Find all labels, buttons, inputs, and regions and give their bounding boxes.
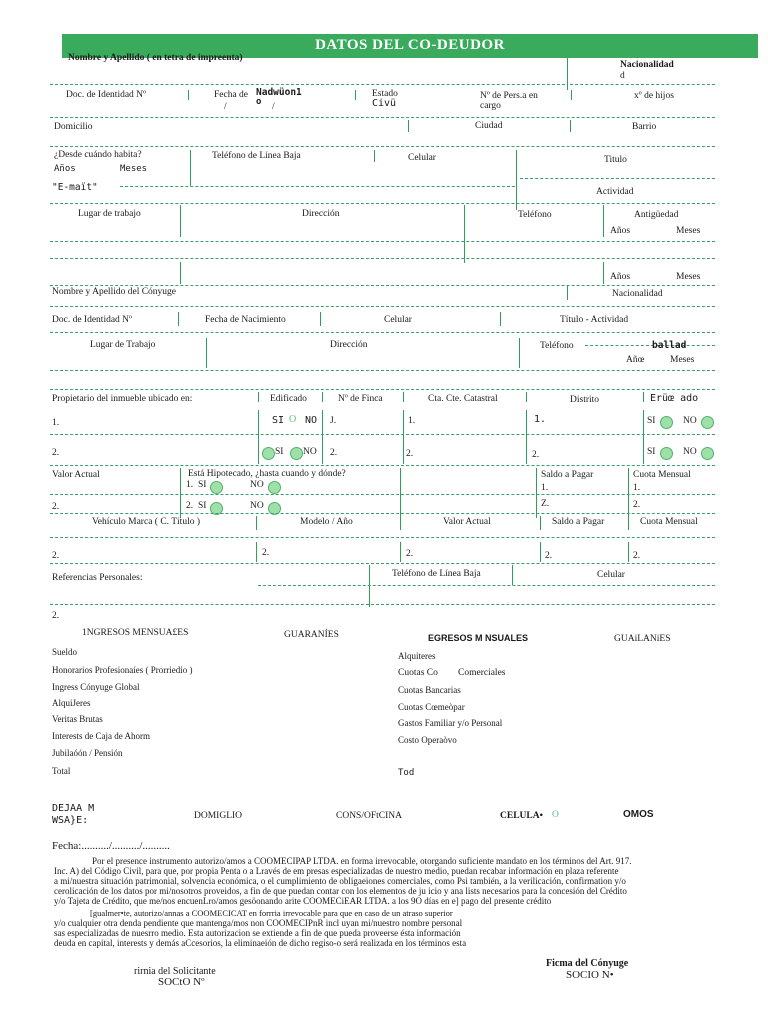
conyuge-direccion-label: Dirección xyxy=(330,340,368,350)
divider xyxy=(628,468,629,518)
egreso-item: Costo Operaòvo xyxy=(398,735,457,745)
propietario-label: Propietario del inmueble ubicado en: xyxy=(52,394,193,404)
no-label: NO xyxy=(250,480,264,490)
divider xyxy=(355,90,356,100)
ingresos-guaranies: GUARANÍES xyxy=(284,630,339,640)
row-j: J. xyxy=(330,416,337,426)
nhijos-label: xº de hijos xyxy=(634,91,674,101)
divider xyxy=(322,440,323,464)
divider xyxy=(403,392,404,402)
auth-para-line: cerolicación de los datos por mi/nosotros proveidos, a fin de que puedan contar con los elementos de ju icio y ana lists necesarios para la concesión del Crédito xyxy=(54,886,627,896)
divider xyxy=(190,150,191,186)
omos-label: OMOS xyxy=(623,809,654,820)
divider xyxy=(258,440,259,464)
lugar-trabajo-label: Lugar de trabajo xyxy=(78,209,141,219)
divider xyxy=(526,392,527,402)
auth-para-line: sas especializadas de nuesrro medio. Esta autorizacion se extiende a fin de que pueda proveerse ésta información xyxy=(54,928,461,938)
si-label: SI xyxy=(198,480,207,490)
egreso-item: Gastos Familiar y/o Personal xyxy=(398,718,503,728)
row-c: 2. xyxy=(406,449,414,459)
conyuge-anos: Añœ xyxy=(626,355,645,365)
field-line[interactable] xyxy=(50,117,715,118)
si-label: SI xyxy=(275,447,284,457)
egreso-item: Cuotas Bancarias xyxy=(398,685,461,695)
divider xyxy=(628,542,629,562)
divider xyxy=(188,90,189,100)
fecha-value2: o xyxy=(256,97,262,107)
ref-num: 2. xyxy=(52,611,60,621)
vehiculo-saldo-label: Saldo a Pagar xyxy=(552,517,605,527)
no-label: NO xyxy=(683,416,697,426)
vehiculo-valor-label: Valor Actual xyxy=(443,517,491,527)
dejaa-label: DEJAA M xyxy=(52,803,95,814)
ingreso-item: Sueldo xyxy=(52,647,78,657)
ref-tel-label: Teléfono de Línea Baja xyxy=(392,569,481,579)
row-d: 2. xyxy=(532,450,540,460)
vehiculo-modelo-label: Modelo / Año xyxy=(300,517,353,527)
field-line[interactable] xyxy=(570,84,715,85)
nacionalidad-label: Nacionalidad xyxy=(620,60,674,70)
v-num: 2. xyxy=(545,551,553,561)
field-line[interactable] xyxy=(50,389,715,390)
wsa-label: WSA}E: xyxy=(52,815,89,826)
divider xyxy=(526,410,527,440)
si-label: SI xyxy=(647,416,656,426)
divider xyxy=(258,392,259,402)
si-label: SI xyxy=(198,501,207,511)
celula-o: O xyxy=(552,810,559,820)
meses-label: Meses xyxy=(676,272,701,282)
divider xyxy=(403,410,404,440)
fecha-line[interactable]: Fecha:........../........../.......... xyxy=(52,840,170,852)
divider xyxy=(374,150,375,162)
conyuge-celular-label: Celular xyxy=(384,315,412,325)
ingreso-item: Honorarios Profesionaíes ( Prorriedio ) xyxy=(52,665,193,675)
divider xyxy=(540,542,541,562)
field-line[interactable] xyxy=(50,146,715,147)
socio-label: SOCIO N• xyxy=(566,969,614,981)
ingreso-item: Jubilaóón / Pensión xyxy=(52,748,123,758)
egreso-item: Alquiteres xyxy=(398,651,436,661)
doc-label: Doc. de Identidad Nº xyxy=(66,90,146,100)
vehiculo-cuota-label: Cuota Mensual xyxy=(640,517,698,527)
field-line[interactable] xyxy=(50,604,715,605)
row-c: 1. xyxy=(534,414,547,425)
radio-si[interactable] xyxy=(660,447,673,460)
divider xyxy=(536,468,537,518)
divider xyxy=(643,410,644,440)
field-line[interactable] xyxy=(50,494,715,495)
domicilio-label: Domicilio xyxy=(54,122,93,132)
divider xyxy=(180,468,181,518)
npers-label2: cargo xyxy=(480,101,501,111)
radio-no[interactable] xyxy=(290,447,303,460)
ingresos-title: 1NGRESOS MENSUA£ES xyxy=(82,628,189,638)
anos-label: Años xyxy=(54,164,76,174)
divider xyxy=(256,542,257,562)
divider xyxy=(500,312,501,326)
finca-label: Nº de Finca xyxy=(338,394,383,404)
field-line[interactable] xyxy=(50,84,565,85)
divider xyxy=(603,205,604,237)
divider xyxy=(570,120,571,132)
conyuge-titulo-label: Título - Actividad xyxy=(560,315,629,325)
auth-para-line: y/o cualquier otra denda pendiente que mantenga/mos non COOMECIPnR incl uyan mi/nuestro nombre personal xyxy=(54,918,463,928)
egresos-title: EGRESOS M NSUALES xyxy=(428,633,529,643)
divider xyxy=(464,205,465,263)
radio-si[interactable] xyxy=(262,447,275,460)
divider xyxy=(258,410,259,440)
edificado-label: Edificado xyxy=(270,394,307,404)
divider xyxy=(512,565,513,585)
field-line[interactable] xyxy=(585,345,715,346)
divider xyxy=(540,516,541,530)
divider xyxy=(320,312,321,326)
divider xyxy=(322,410,323,440)
v-num: 2. xyxy=(262,548,270,558)
nacionalidad-extra: d xyxy=(620,71,625,81)
divider xyxy=(571,90,572,100)
anos-label: Años xyxy=(610,226,631,236)
s-num: Z. xyxy=(541,499,550,509)
page-title: DATOS DEL CO-DEUDOR xyxy=(315,37,505,53)
egresos-guaranies: GUAiLANiES xyxy=(614,634,671,644)
row-num: 1. xyxy=(52,418,60,428)
no-label: NO xyxy=(303,447,317,457)
celula-label: CELULA• xyxy=(500,811,543,821)
conyuge-doc-label: Doc. de Identidad Nº xyxy=(52,315,132,325)
cons-label: CONS/OFtCINA xyxy=(336,811,402,821)
field-line[interactable] xyxy=(50,434,715,435)
v-num: 2. xyxy=(406,549,414,559)
meses-label: Meses xyxy=(120,164,148,174)
direccion-label: Dirección xyxy=(302,209,340,219)
divider xyxy=(643,440,644,464)
estado-label: Estado xyxy=(372,89,398,99)
egreso-comerciales: Comerciales xyxy=(458,668,506,678)
ref-celular-label: Celular xyxy=(597,570,625,580)
row-b: 2. xyxy=(330,448,338,458)
conyuge-telefono-label: Teléfono xyxy=(540,341,574,351)
no-label: NO xyxy=(305,415,318,426)
field-line[interactable] xyxy=(50,203,715,204)
conyuge-nombre-label: Nombre y Apellido del Cónyuge xyxy=(52,287,177,297)
divider xyxy=(567,286,568,300)
no-label: NO xyxy=(683,447,697,457)
divider xyxy=(400,468,401,518)
anos-label: Años xyxy=(610,272,631,282)
distrito-label: Distrito xyxy=(570,395,600,405)
divider xyxy=(408,120,409,132)
domiglio-label: DOMIGLIO xyxy=(194,811,243,821)
egreso-item: Tod xyxy=(398,768,415,778)
divider xyxy=(567,58,568,90)
referencias-label: Referencias Personales: xyxy=(52,573,143,583)
email-label: "E-maït" xyxy=(52,182,98,193)
fecha-slash: / xyxy=(272,102,275,112)
ingreso-item: Veritas Brutas xyxy=(52,714,103,724)
auth-para-line: y/o Tajeta de Crédito, que me/nos encuenLro/amos gesöonando arite COOMECiEAR LTDA. a los 9O días en e] pago del presente crédito xyxy=(54,896,552,906)
conyuge-meses: Meses xyxy=(670,355,695,365)
antiguedad-label: Antigüedad xyxy=(634,210,679,220)
field-line[interactable] xyxy=(50,563,715,564)
v-num: 2. xyxy=(52,502,60,512)
cta-label: Cta. Cte. Catastral xyxy=(428,394,498,404)
actividad-label: Actividad xyxy=(596,187,634,197)
divider xyxy=(400,542,401,562)
auth-para-line: Por el presence instrumento autorizo/amos a COOMECIPAP LTDA. en forma irrevocable, otorgando suficiente mandato en los términos del Art. 917. xyxy=(92,856,632,866)
auth-para-line: a mi/nuestra situación patrimonial, solvencia económica, o el cumplimiento de obligaeiones comerciales, como Psi también, a la verilicación, confirmation y/o xyxy=(54,876,626,886)
egreso-item: Cuotas Cœmeòpar xyxy=(398,702,465,712)
auth-para-line: Inc. A) del Código Civil, para que, por propia Penta o a Lravés de em presas especializadas de nuestro medio, puedan recabar información en plaza referente xyxy=(54,866,619,876)
socio-label: SOCtO Nº xyxy=(158,976,205,988)
field-line[interactable] xyxy=(50,537,715,538)
radio-no[interactable] xyxy=(701,447,714,460)
ingreso-item: Ingress Cónyuge Global xyxy=(52,682,140,692)
si-label: SI xyxy=(272,415,285,426)
field-line[interactable] xyxy=(50,285,715,286)
c-num: 1. xyxy=(633,483,641,493)
row-num: 2. xyxy=(52,448,60,458)
divider xyxy=(206,338,207,368)
field-line[interactable] xyxy=(258,585,715,586)
divider xyxy=(519,338,520,368)
divider xyxy=(180,205,181,237)
field-line[interactable] xyxy=(50,258,715,259)
conyuge-nacionalidad-label: Nacionalidad xyxy=(612,289,663,299)
h-num: 1. xyxy=(186,480,194,490)
ciudad-label: Ciudad xyxy=(475,121,503,131)
divider xyxy=(322,392,323,402)
field-line[interactable] xyxy=(50,241,715,242)
radio-no[interactable] xyxy=(701,416,714,429)
valor-label: Valor Actual xyxy=(52,470,100,480)
auth-para-line: [gualmer•te, autorizo/annas a COOMECICAT en forrria irrevocable para que en caso de un atraso superior xyxy=(90,908,453,918)
divider xyxy=(628,516,629,530)
celular-label: Celular xyxy=(408,153,436,163)
ingreso-item: Total xyxy=(52,766,71,776)
conyuge-lugar-label: Lugar de Trabajo xyxy=(90,340,156,350)
v-num: 2. xyxy=(633,551,641,561)
h-num: 2. xyxy=(186,501,194,511)
field-line[interactable] xyxy=(50,370,715,371)
auth-para-line: deuda en capital, interests y demás aCcesorios, la eliminaeión de dicho regiso-o será realizada en los términos esta xyxy=(54,938,467,948)
firma-solicitante-label: rirnia del Solicitante xyxy=(134,966,216,977)
divider xyxy=(643,392,644,402)
field-line[interactable] xyxy=(50,306,715,307)
barrio-label: Barrio xyxy=(632,122,657,132)
desde-label: ¿Desde cuándo habita? xyxy=(54,150,142,160)
cuota-label: Cuota Mensual xyxy=(633,470,691,480)
saldo-label: Saldo a Pagar xyxy=(541,470,594,480)
vehiculo-marca-label: Vehículo Marca ( C. Título ) xyxy=(92,517,200,527)
radio-si[interactable] xyxy=(210,481,223,494)
fecha-value: Nadwüon1 xyxy=(256,87,302,98)
conyuge-fecha-label: Fecha de Nacimiento xyxy=(205,315,286,325)
divider xyxy=(256,516,257,530)
estado-value: Civü xyxy=(372,98,397,109)
divider xyxy=(516,150,517,210)
si-label: SI xyxy=(647,447,656,457)
titulo-label: Titulo xyxy=(604,155,627,165)
radio-circle[interactable]: O xyxy=(289,414,297,425)
divider xyxy=(178,312,179,326)
divider xyxy=(403,440,404,464)
v-num: 2. xyxy=(52,551,60,561)
divider xyxy=(369,565,370,607)
c-num: 2. xyxy=(633,500,641,510)
s-num: 1. xyxy=(541,483,549,493)
nombre-label: Nombre y Apellido ( en tetra de impreenta) xyxy=(68,53,243,63)
hipotecado-label: Está Hipotecado, ¿hasta cuando y dónde? xyxy=(188,469,346,479)
ingreso-item: AlquiJeres xyxy=(52,698,91,708)
radio-si[interactable] xyxy=(660,416,673,429)
firma-conyuge-label: Ficma del Cónyuge xyxy=(546,958,629,969)
divider xyxy=(400,516,401,530)
telefono-label: Teléfono xyxy=(518,210,552,220)
divider xyxy=(526,440,527,464)
conyuge-ballad: ballad xyxy=(652,340,687,351)
eruc-label: Erüœ ado xyxy=(650,393,699,404)
ingreso-item: Interests de Caja de Ahorm xyxy=(52,731,150,741)
fecha-slash: / xyxy=(224,102,227,112)
field-line[interactable] xyxy=(50,513,715,514)
field-line[interactable] xyxy=(120,186,515,187)
egreso-item: Cuotas Co xyxy=(398,668,438,678)
fecha-label: Fecha de xyxy=(214,90,249,100)
row-b: 1. xyxy=(408,416,416,426)
field-line[interactable] xyxy=(520,178,715,179)
radio-no[interactable] xyxy=(268,481,281,494)
divider xyxy=(603,262,604,284)
no-label: NO xyxy=(250,501,264,511)
field-line[interactable] xyxy=(50,332,715,333)
meses-label: Meses xyxy=(676,226,701,236)
field-line[interactable] xyxy=(50,465,715,466)
divider xyxy=(180,262,181,284)
tel-baja-label: Teléfono de Línea Baja xyxy=(212,151,301,161)
npers-label: Nº de Pers.a en xyxy=(480,91,538,101)
